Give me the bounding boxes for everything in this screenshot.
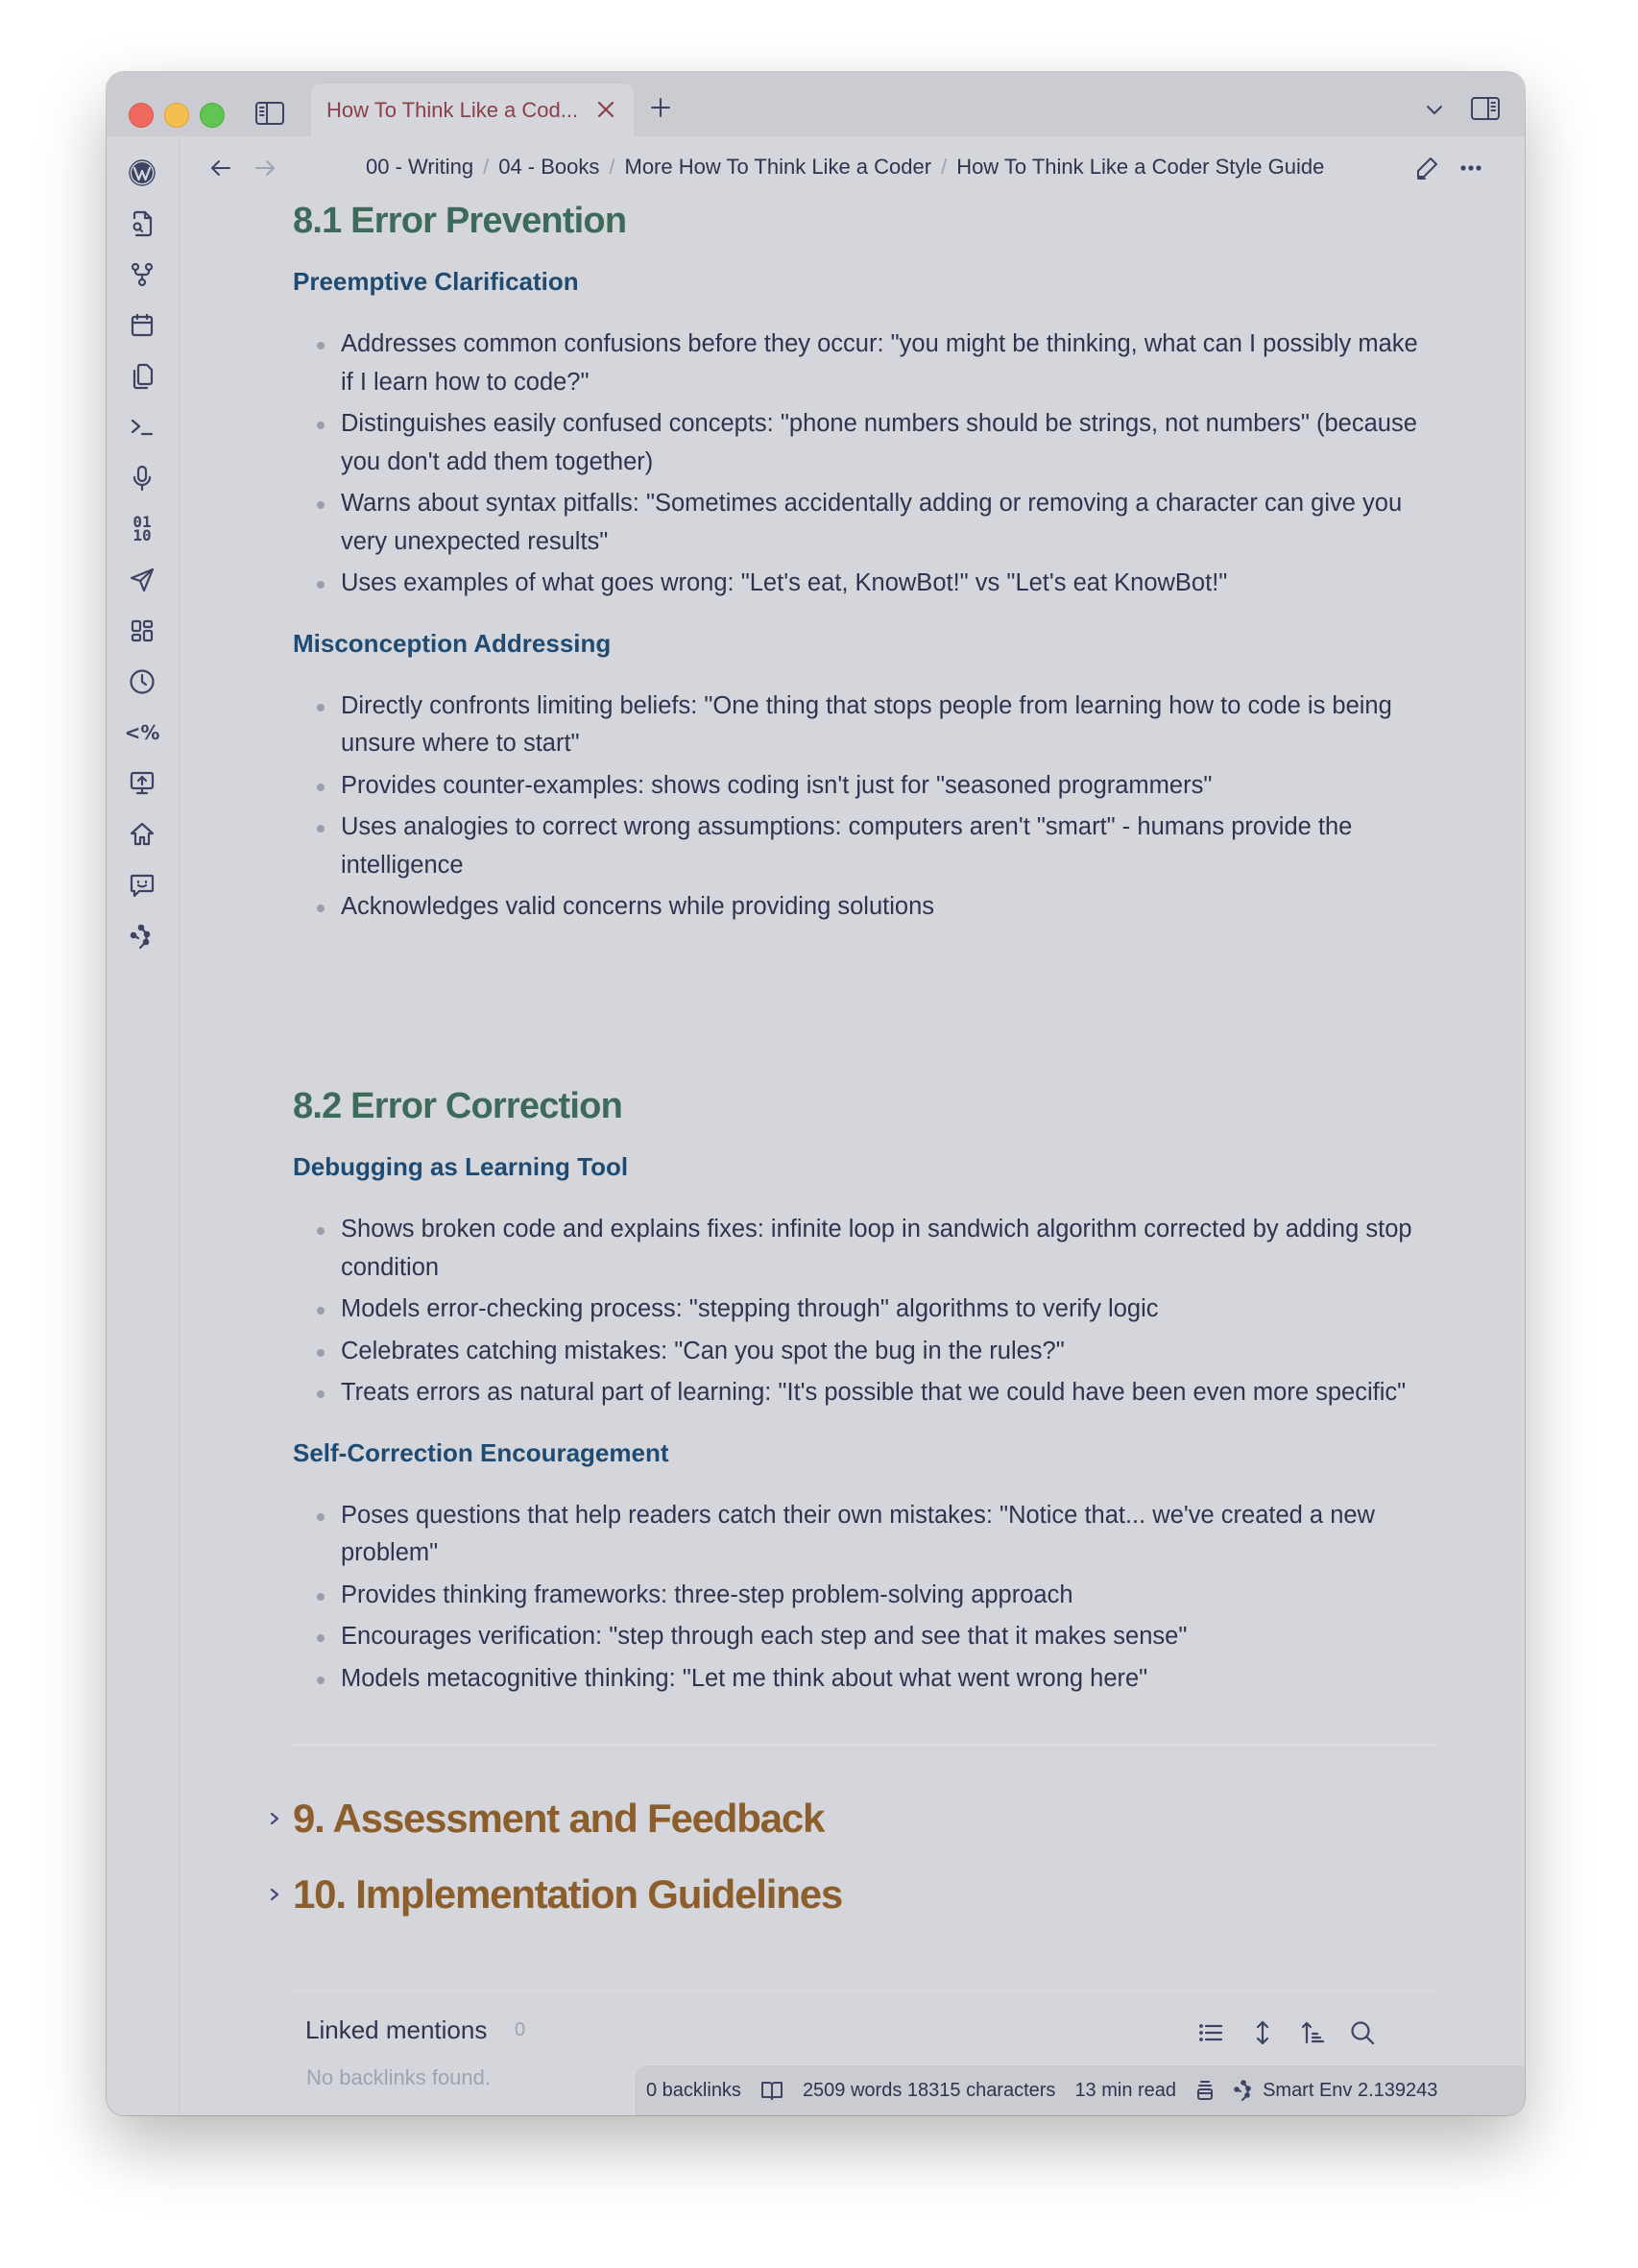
heading-3: Debugging as Learning Tool xyxy=(293,1152,629,1181)
bullet-list xyxy=(293,1497,1435,1699)
ribbon-clock[interactable] xyxy=(126,665,158,698)
status-read-time: 13 min read xyxy=(1074,2079,1177,2101)
chevron-down-icon xyxy=(1425,103,1444,116)
send-icon xyxy=(129,567,156,593)
section-8-2 xyxy=(293,1082,1435,1701)
ribbon-chat[interactable] xyxy=(126,869,158,902)
monitor-upload-icon xyxy=(129,770,156,797)
collapsed-heading-9[interactable] xyxy=(293,1792,824,1846)
right-sidebar-toggle-button[interactable] xyxy=(1468,93,1503,124)
message-smile-icon xyxy=(129,872,156,899)
arrow-left-icon xyxy=(209,158,232,178)
smart-env-icon-wrap[interactable] xyxy=(1234,2079,1255,2102)
breadcrumb-separator: / xyxy=(483,155,490,179)
close-icon xyxy=(597,101,614,118)
list-item: Directly confronts limiting beliefs: "One thing that stops people from learning how to code is being unsure where to start" xyxy=(293,688,1435,763)
sidebar-left-icon xyxy=(254,101,285,126)
sort-ascending-icon xyxy=(1300,2020,1325,2045)
arrow-up-down-icon xyxy=(1253,2019,1272,2046)
heading-2: 8.1 Error Prevention xyxy=(293,201,627,241)
ribbon-smart-connections[interactable] xyxy=(126,920,158,953)
microphone-icon xyxy=(131,465,154,492)
edit-mode-button[interactable] xyxy=(1410,152,1443,184)
ribbon-wordpress[interactable] xyxy=(126,157,158,189)
chevron-right-icon xyxy=(269,1887,280,1902)
ribbon-graph[interactable] xyxy=(126,258,158,291)
status-backlinks[interactable]: 0 backlinks xyxy=(646,2079,741,2101)
files-icon xyxy=(130,363,155,390)
sidebar-right-icon xyxy=(1470,96,1501,121)
home-icon xyxy=(129,821,156,848)
list-item: Acknowledges valid concerns while providing solutions xyxy=(293,888,1435,927)
breadcrumb-separator: / xyxy=(941,155,948,179)
tab-close-button[interactable] xyxy=(595,99,616,120)
search-backlinks-button[interactable] xyxy=(1345,2015,1380,2050)
left-ribbon xyxy=(107,136,180,2115)
git-fork-icon xyxy=(130,262,155,287)
zoom-window-button[interactable] xyxy=(200,103,225,128)
list-item: Provides thinking frameworks: three-step problem-solving approach xyxy=(293,1577,1435,1615)
ribbon-calendar[interactable] xyxy=(126,309,158,342)
ribbon-file-search[interactable] xyxy=(126,207,158,240)
terminal-icon xyxy=(130,416,155,439)
minimize-window-button[interactable] xyxy=(164,103,189,128)
list-icon xyxy=(1198,2022,1223,2043)
wordpress-icon xyxy=(128,158,157,187)
collapsed-heading-10[interactable] xyxy=(293,1868,842,1921)
breadcrumb-current[interactable]: How To Think Like a Coder Style Guide xyxy=(956,155,1325,179)
search-icon xyxy=(1350,2020,1375,2045)
heading-3: Self-Correction Encouragement xyxy=(293,1437,669,1467)
horizontal-rule xyxy=(293,1744,1435,1747)
list-item: Uses analogies to correct wrong assumptions: computers aren't "smart" - humans provide the intelligence xyxy=(293,808,1435,884)
smart-connections-icon xyxy=(129,923,156,950)
status-smart-env[interactable]: Smart Env 2.139243 xyxy=(1263,2079,1438,2101)
ribbon-copy[interactable] xyxy=(126,360,158,393)
list-item: Addresses common confusions before they occur: "you might be thinking, what can I possibly make if I learn how to code?" xyxy=(293,326,1435,401)
breadcrumb-item[interactable]: More How To Think Like a Coder xyxy=(624,155,932,179)
linked-mentions-count: 0 xyxy=(515,2019,526,2040)
heading-1: 10. Implementation Guidelines xyxy=(293,1871,843,1917)
ribbon-send[interactable] xyxy=(126,564,158,596)
tab-active-note[interactable] xyxy=(311,84,634,137)
file-search-icon xyxy=(130,210,155,237)
list-item: Warns about syntax pitfalls: "Sometimes accidentally adding or removing a character can give you very unexpected results" xyxy=(293,485,1435,561)
view-header xyxy=(180,136,1525,200)
templater-icon: <% xyxy=(124,721,160,744)
bullet-list xyxy=(293,326,1435,603)
new-tab-button[interactable] xyxy=(644,91,677,124)
collapse-results-button[interactable] xyxy=(1193,2015,1228,2050)
calendar-icon xyxy=(130,313,155,338)
bullet-list xyxy=(293,688,1435,927)
list-item: Uses examples of what goes wrong: "Let's eat, KnowBot!" vs "Let's eat KnowBot!" xyxy=(293,565,1435,603)
breadcrumb-separator: / xyxy=(609,155,615,179)
status-bar xyxy=(634,2064,1525,2115)
sort-button[interactable] xyxy=(1295,2015,1330,2050)
heading-3: Misconception Addressing xyxy=(293,628,612,658)
fold-toggle[interactable] xyxy=(266,1809,283,1828)
section-8-1 xyxy=(293,197,1435,930)
ribbon-home[interactable] xyxy=(126,818,158,851)
no-backlinks-message: No backlinks found. xyxy=(306,2065,491,2089)
bullet-list xyxy=(293,1211,1435,1412)
ribbon-templater[interactable] xyxy=(126,716,158,749)
list-item: Treats errors as natural part of learning: "It's possible that we could have been even more specific" xyxy=(293,1374,1435,1412)
list-item: Models error-checking process: "stepping through" algorithms to verify logic xyxy=(293,1291,1435,1329)
reading-view-status-button[interactable] xyxy=(760,2080,783,2101)
navigate-forward-button[interactable] xyxy=(249,152,281,184)
breadcrumb-item[interactable]: 04 - Books xyxy=(498,155,600,179)
list-item: Models metacognitive thinking: "Let me think about what went wrong here" xyxy=(293,1660,1435,1699)
status-word-count: 2509 words 18315 characters xyxy=(802,2079,1056,2101)
list-item: Encourages verification: "step through each step and see that it makes sense" xyxy=(293,1618,1435,1656)
navigate-back-button[interactable] xyxy=(205,152,237,184)
archive-stack-icon xyxy=(1195,2079,1215,2102)
chevron-right-icon xyxy=(269,1811,280,1826)
list-item: Celebrates catching mistakes: "Can you spot the bug in the rules?" xyxy=(293,1333,1435,1371)
ribbon-binary[interactable] xyxy=(126,513,158,545)
breadcrumb xyxy=(366,155,1324,180)
list-item: Shows broken code and explains fixes: infinite loop in sandwich algorithm corrected by adding stop condition xyxy=(293,1211,1435,1287)
ribbon-dashboard[interactable] xyxy=(126,615,158,647)
ribbon-microphone[interactable] xyxy=(126,462,158,495)
fold-toggle[interactable] xyxy=(266,1885,283,1904)
pencil-icon xyxy=(1414,156,1439,181)
more-horizontal-icon xyxy=(1459,164,1482,172)
list-item: Distinguishes easily confused concepts: "phone numbers should be strings, not numbers" (because you don't add them together) xyxy=(293,405,1435,481)
tab-title: How To Think Like a Cod... xyxy=(326,98,579,122)
show-more-context-button[interactable] xyxy=(1245,2015,1280,2050)
heading-1: 9. Assessment and Feedback xyxy=(293,1796,825,1841)
more-options-button[interactable] xyxy=(1455,152,1487,184)
arrow-right-icon xyxy=(253,158,277,178)
ribbon-terminal[interactable] xyxy=(126,411,158,444)
binary-icon: 01 10 xyxy=(132,513,152,544)
heading-2: 8.2 Error Correction xyxy=(293,1086,622,1126)
clock-icon xyxy=(129,668,156,695)
layout-dashboard-icon xyxy=(130,618,155,643)
close-window-button[interactable] xyxy=(129,103,154,128)
title-bar xyxy=(107,72,1525,136)
book-open-icon xyxy=(760,2080,783,2101)
list-item: Provides counter-examples: shows coding isn't just for "seasoned programmers" xyxy=(293,767,1435,806)
smart-connections-icon xyxy=(1234,2079,1255,2102)
sync-status-button[interactable] xyxy=(1195,2079,1215,2102)
linked-mentions-title[interactable]: Linked mentions xyxy=(305,2015,488,2044)
breadcrumb-item[interactable]: 00 - Writing xyxy=(366,155,474,179)
tab-list-button[interactable] xyxy=(1420,95,1449,124)
list-item: Poses questions that help readers catch their own mistakes: "Notice that... we've created a new problem" xyxy=(293,1497,1435,1573)
left-sidebar-toggle-button[interactable] xyxy=(253,98,287,129)
app-window xyxy=(107,72,1525,2115)
ribbon-presentation[interactable] xyxy=(126,767,158,800)
plus-icon xyxy=(649,96,672,119)
heading-3: Preemptive Clarification xyxy=(293,267,579,296)
